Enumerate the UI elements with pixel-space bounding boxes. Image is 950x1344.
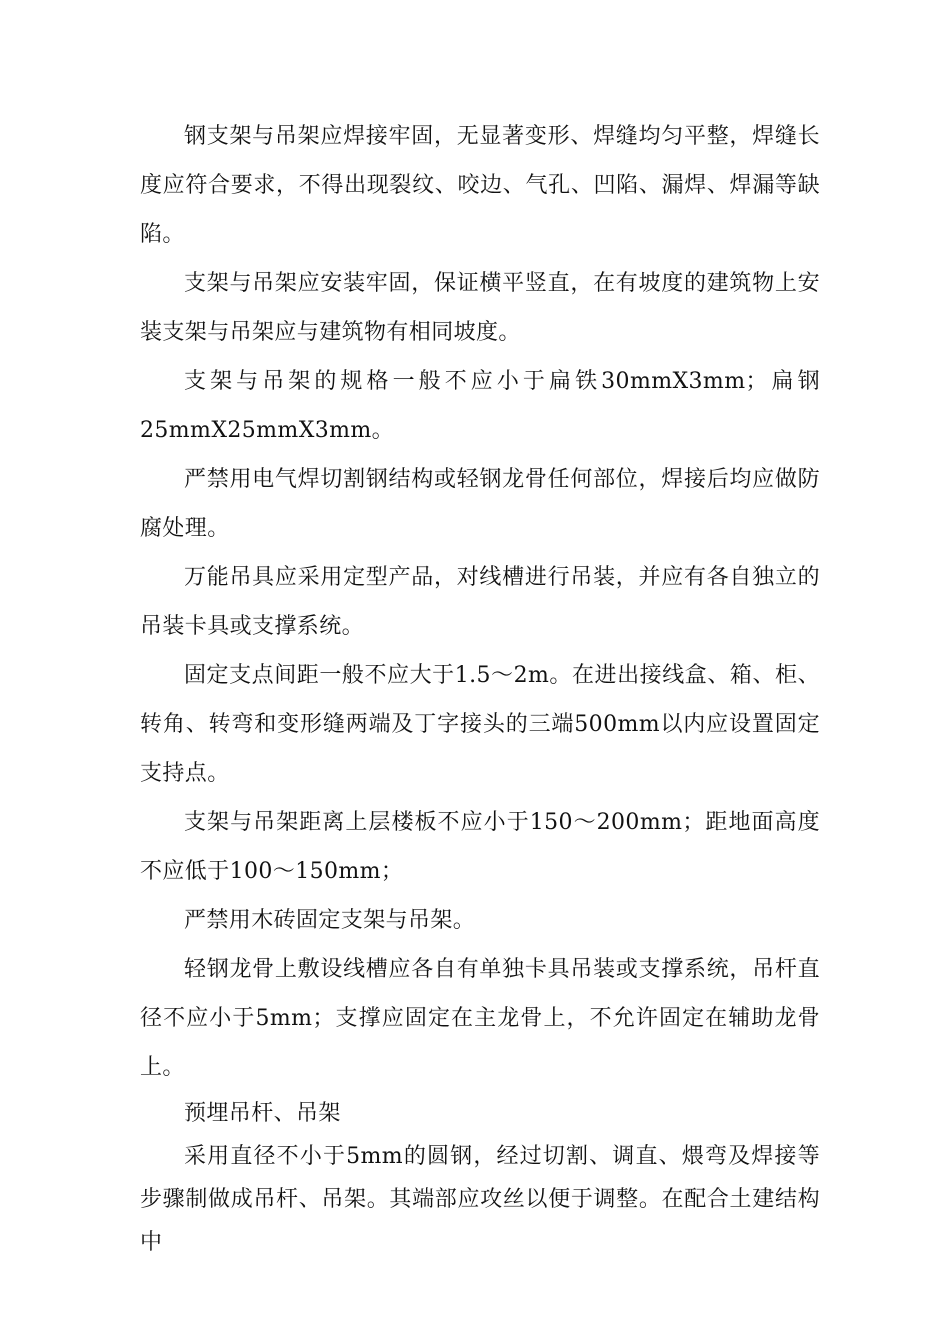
paragraph-universal-hanger: 万能吊具应采用定型产品，对线槽进行吊装，并应有各自独立的吊装卡具或支撑系统。 xyxy=(140,565,820,639)
paragraph-support-spacing: 固定支点间距一般不应大于1.5～2m。在进出接线盒、箱、柜、转角、转弯和变形缝两端及丁字接头的三端500mm以内应设置固定支持点。 xyxy=(140,663,820,786)
paragraph-install-level: 支架与吊架应安装牢固，保证横平竖直，在有坡度的建筑物上安装支架与吊架应与建筑物有相同坡度。 xyxy=(140,271,820,345)
paragraph-no-gas-cutting: 严禁用电气焊切割钢结构或轻钢龙骨任何部位，焊接后均应做防腐处理。 xyxy=(140,467,820,541)
document-body xyxy=(140,112,820,1264)
paragraph-no-wood-brick: 严禁用木砖固定支架与吊架。 xyxy=(184,908,476,933)
paragraph-clearance: 支架与吊架距离上层楼板不应小于150～200mm；距地面高度不应低于100～150mm； xyxy=(140,810,820,884)
section-heading-embedded-hangers: 预埋吊杆、吊架 xyxy=(184,1101,341,1126)
paragraph-spec-size: 支架与吊架的规格一般不应小于扁铁30mmX3mm；扁钢25mmX25mmX3mm。 xyxy=(140,369,820,443)
paragraph-round-steel: 采用直径不小于5mm的圆钢，经过切割、调直、煨弯及焊接等步骤制做成吊杆、吊架。其端部应攻丝以便于调整。在配合土建结构中 xyxy=(140,1144,820,1255)
paragraph-light-steel-keel: 轻钢龙骨上敷设线槽应各自有单独卡具吊装或支撑系统，吊杆直径不应小于5mm；支撑应固定在主龙骨上，不允许固定在辅助龙骨上。 xyxy=(140,957,820,1080)
paragraph-weld-quality: 钢支架与吊架应焊接牢固，无显著变形、焊缝均匀平整，焊缝长度应符合要求，不得出现裂纹、咬边、气孔、凹陷、漏焊、焊漏等缺陷。 xyxy=(140,124,820,247)
